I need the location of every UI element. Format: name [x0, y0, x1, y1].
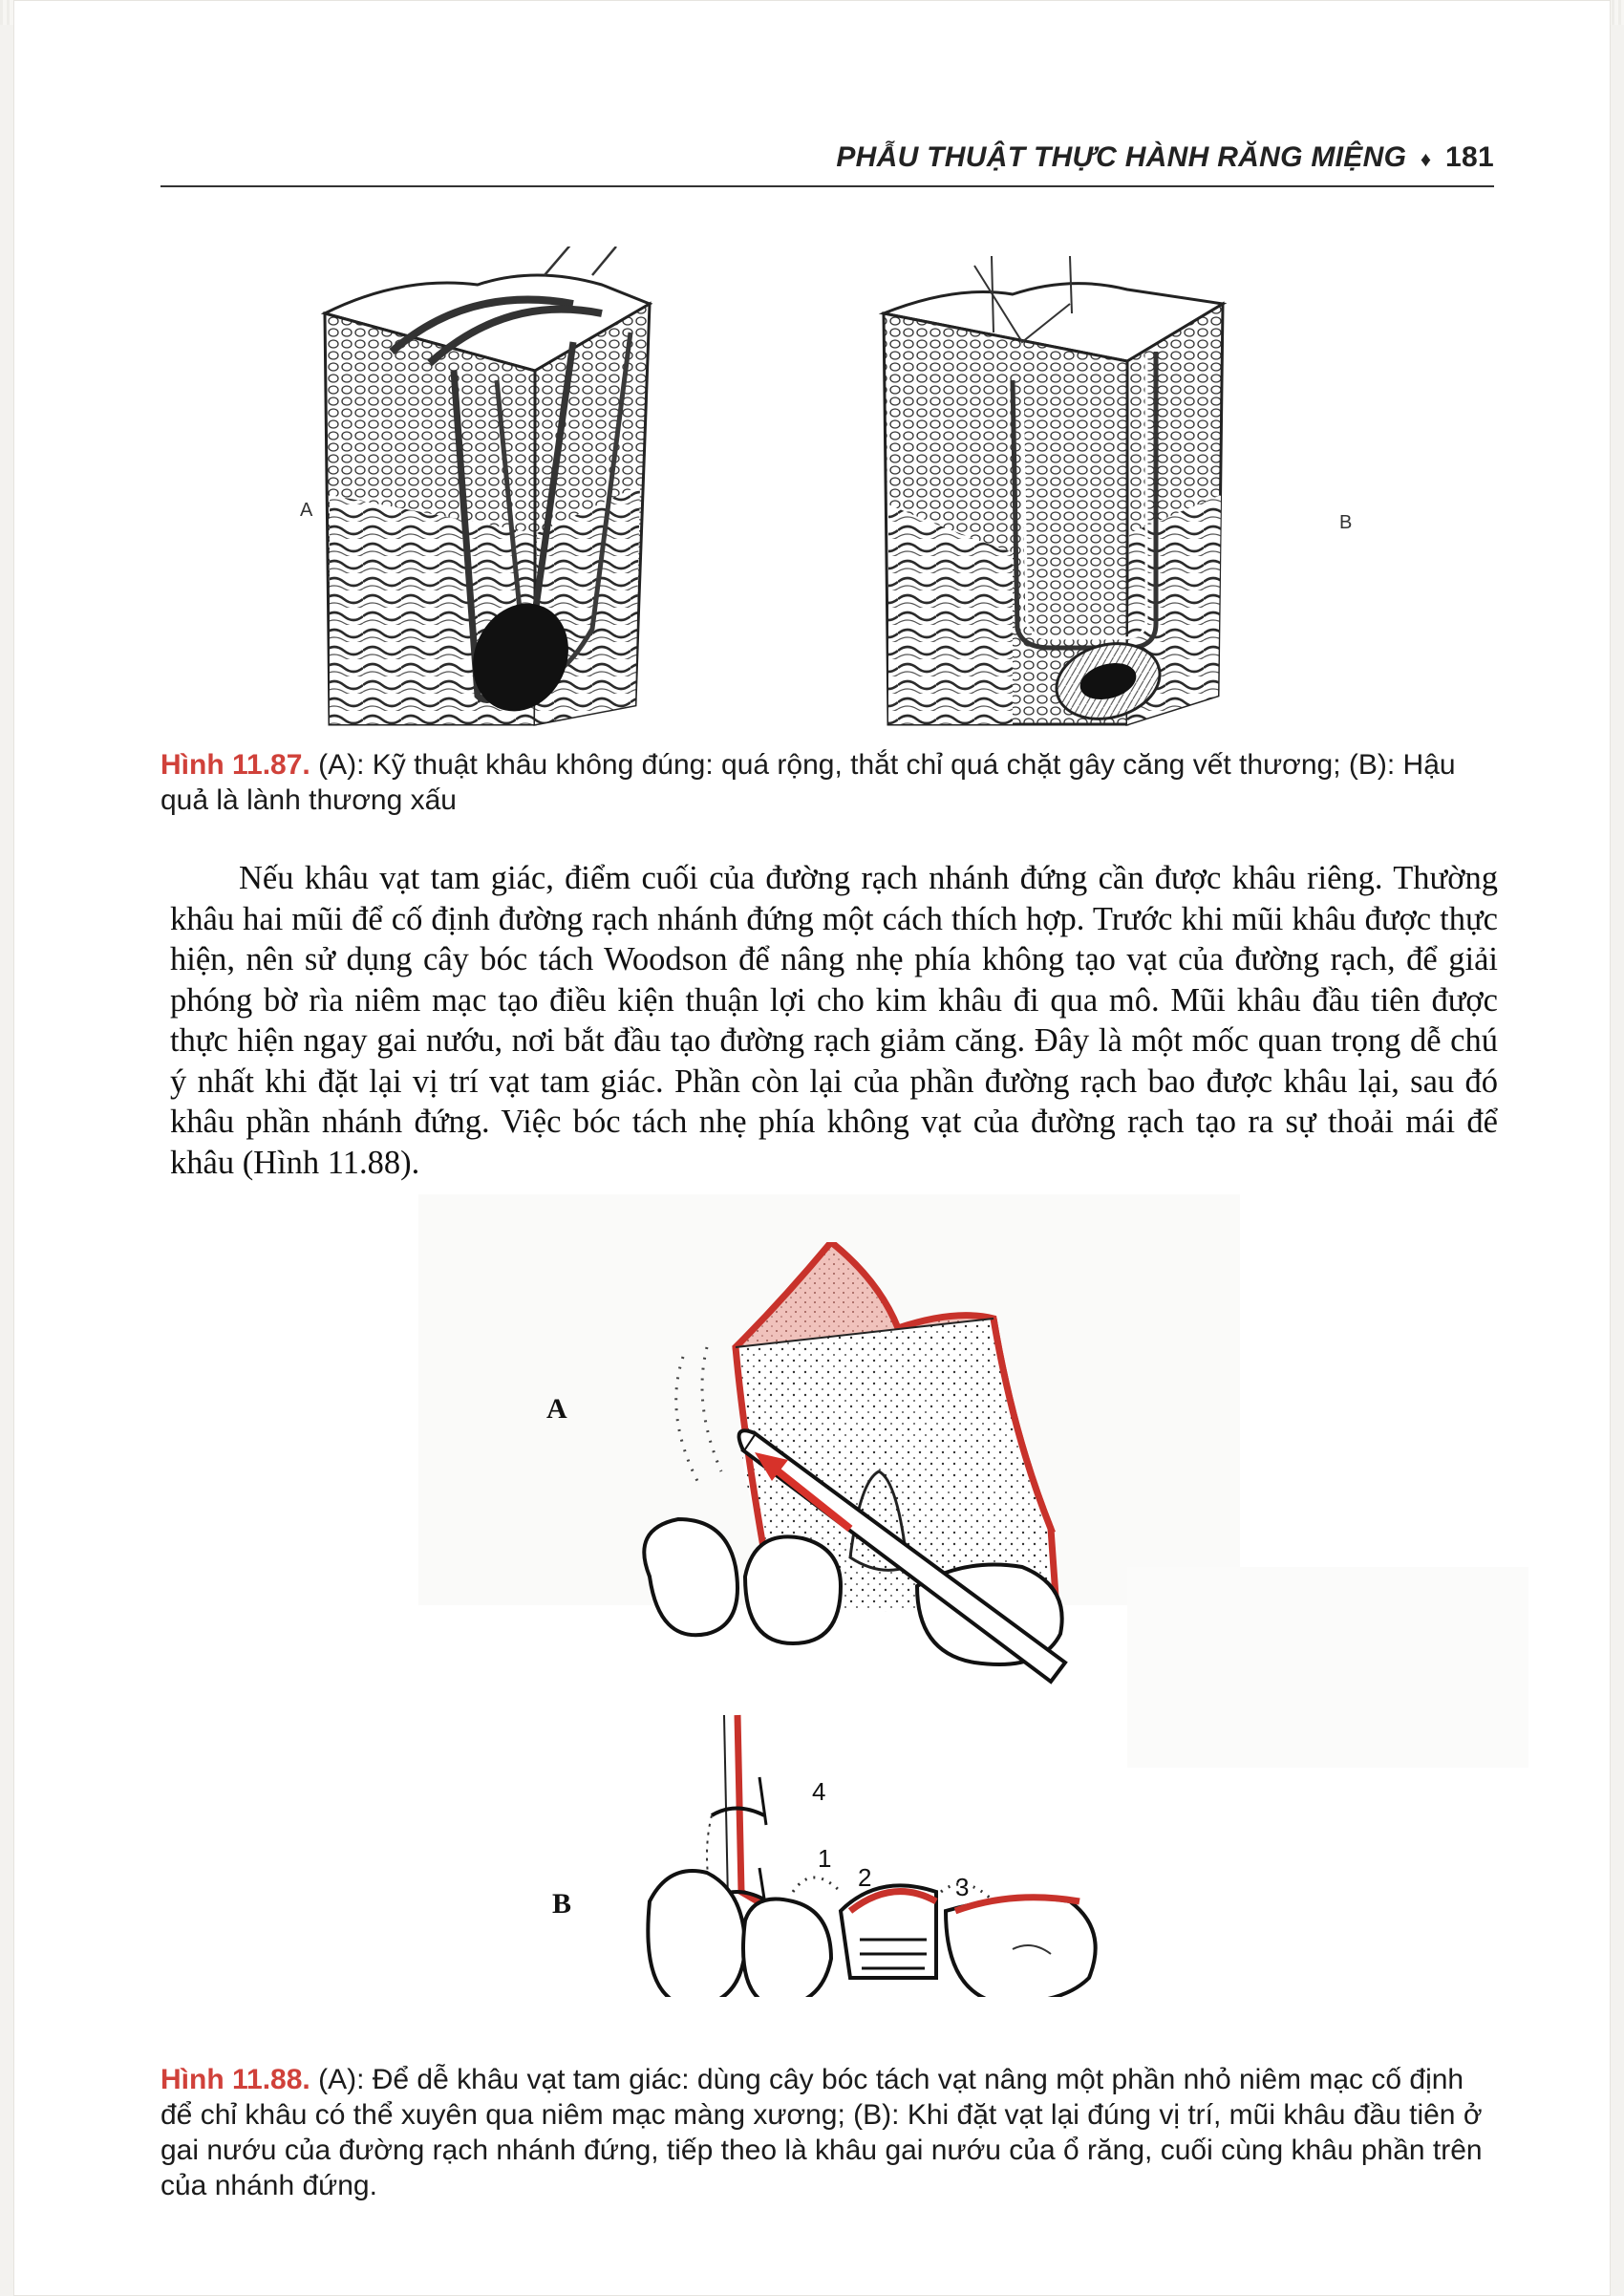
suture-number-4: 4: [812, 1777, 826, 1806]
figure-88-panel-a: [644, 1242, 1065, 1682]
figure-87-illustration: [287, 247, 1385, 732]
figure-88-panel-b: [648, 1715, 1095, 1997]
figure-88-illustration: [516, 1242, 1185, 1997]
suture-number-3: 3: [955, 1873, 970, 1901]
tissue-block-b: [884, 256, 1223, 730]
figure-88-caption-text: (A): Để dễ khâu vạt tam giác: dùng cây bóc tách vạt nâng một phần nhỏ niêm mạc cố định để chỉ khâu có thể xuyên qua niêm mạc màng xương; (B): Khi đặt vạt lại đúng vị trí, mũi khâu đầu tiên ở gai nướu của đường rạch nhánh đứng, tiếp theo là khâu gai nướu của ổ răng, cuối cùng khâu phần trên của nhánh đứng.: [160, 2064, 1483, 2201]
figure-88: [516, 1242, 1185, 1997]
figure-87-label-b: B: [1339, 512, 1353, 533]
suture-number-1: 1: [818, 1844, 832, 1873]
page-number: 181: [1445, 141, 1494, 173]
figure-87: [287, 247, 1385, 732]
figure-87-label-a: A: [300, 500, 313, 521]
figure-87-caption-text: (A): Kỹ thuật khâu không đúng: quá rộng, thắt chỉ quá chặt gây căng vết thương; (B): Hậu quả là lành thương xấu: [160, 749, 1456, 816]
show-through-shade-2: [1127, 1567, 1528, 1768]
figure-88-label-a: A: [546, 1393, 567, 1425]
figure-87-caption: [160, 747, 1494, 818]
figure-88-label-b: B: [552, 1888, 572, 1920]
suture-number-2: 2: [858, 1863, 872, 1892]
running-header: [160, 141, 1494, 187]
tissue-block-a: [325, 247, 650, 727]
figure-88-number: Hình 11.88.: [160, 2064, 310, 2095]
figure-87-number: Hình 11.87.: [160, 749, 310, 781]
header-separator: ♦: [1420, 147, 1432, 171]
body-paragraph: Nếu khâu vạt tam giác, điểm cuối của đường rạch nhánh đứng cần được khâu riêng. Thường khâu hai mũi để cố định đường rạch nhánh đứng một cách thích hợp. Trước khi mũi khâu được thực hiện, nên sử dụng cây bóc tách Woodson để nâng nhẹ phía không tạo vạt của đường rạch, để giải phóng bờ rìa niêm mạc tạo điều kiện thuận lợi cho kim khâu đi qua mô. Mũi khâu đầu tiên được thực hiện ngay gai nướu, nơi bắt đầu tạo đường rạch giảm căng. Đây là một mốc quan trọng dễ chú ý nhất khi đặt lại vị trí vạt tam giác. Phần còn lại của phần đường rạch bao được khâu lại, sau đó khâu phần nhánh đứng. Việc bóc tách nhẹ phía không vạt của đường rạch tạo ra sự thoải mái để khâu (Hình 11.88).: [170, 860, 1498, 1181]
figure-88-caption: [160, 2062, 1494, 2203]
running-title: PHẪU THUẬT THỰC HÀNH RĂNG MIỆNG: [836, 141, 1407, 173]
